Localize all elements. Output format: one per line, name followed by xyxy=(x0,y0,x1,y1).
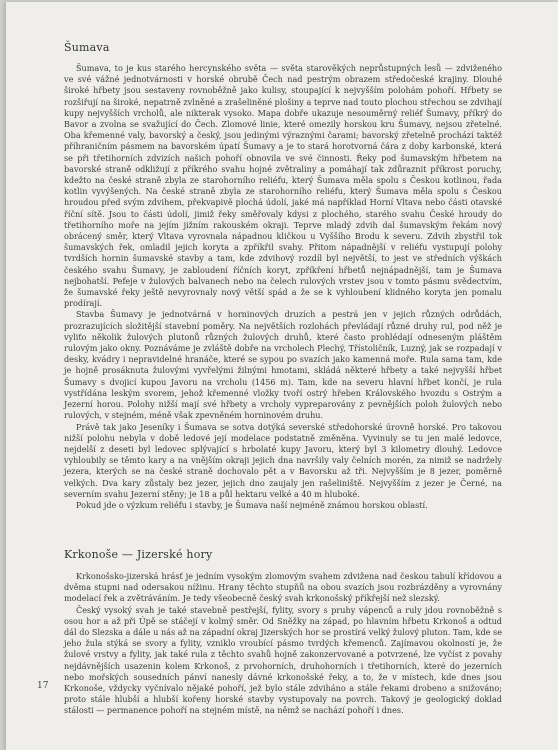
book-page xyxy=(6,2,558,750)
paragraph: Šumava, to je kus starého hercynského světa — světa starověkých neprůstupných lesů — zdviženého ve své vážné jednotvárnosti v horské obrubě Čech nad pestrým obrazem středočeské krajiny. Dlouhé široké hřbety jsou sestaveny rovnoběžně jako kulisy, stoupající k nejvyšším polohám pohoří. Hřbety se rozšiřují na široké, nepatrně zvlněné a zrašeliněné plošiny a teprve nad touto plochou střechou se zdvihají kupy nejvyšších vrcholů, ale nikterak vysoko. Mapa dobře ukazuje nesouměrný reliéf Šumavy, příkrý do Bavor a zvolna se svažující do Čech. Zlomové linie, které omezily horskou kru Šumavy, nejsou zřetelné. Oba křemenné valy, bavorský a český, jsou jedinými výraznými čarami; bavorský zřetelně prochází taktéž příhraničním pásmem na bavorském úpatí Šumavy a je to stará horotvorná čára z doby karbonské, která se při třetihorních zdvizích našich pohoří obnovila ve své činnosti. Řeky pod šumavským hřbetem na bavorské straně odkližují z příkrého svahu hojné zvětraliny a pomáhají tak zdůraznit příkrost poruchy, kdežto na české straně zbyla ze starohorního reliéfu, který Šumava měla spolu s Českou kotlinou, řada kotlin vyvýšených. Na české straně zbyla ze starohorního reliéfu, který Šumava měla spolu s Českou hroudou před svým zdvihem, překvapivě plochá údolí, jaké má například Horní Vltava nebo části otavské říční sítě. Jsou to části údolí, jimiž řeky směřovaly kdysi z plochého, starého svahu České hroudy do třetihorního moře na jejím jižním rakouském okraji. Teprve mladý zdvih dal šumavským řekám nový obrácený směr, který Vltava vyrovnala nápadnou kličkou u Vyššího Brodu k severu. Zdvih zbystřil tok šumavských řek, omladil jejich koryta a zpříkřil svahy. Přitom nápadnější v reliéfu vystupují polohy tvrdších hornin šumavské stavby a tam, kde zdvihový rozdíl byl největší, to jest ve středních výškách českého svahu Šumavy, je zabloudení říčních koryt, zpříkření hřbetů nejnápadnější, tam je Šumava nejbohatší. Pefeje v žulových balvanech nebo na čelech rulových vrstev jsou v tomto pásmu svědectvím, že šumavské řeky ještě nevyrovnaly nový větší spád a že se k vyhloubení klidného koryta jen pomalu prodírají. xyxy=(64,63,502,309)
paragraph: Pokud jde o výzkum reliéfu i stavby, je Šumava naší nejméně známou horskou oblastí. xyxy=(76,499,428,510)
paragraph: Právě tak jako Jeseníky i Šumava se sotva dotýká severské středohorské úrovně horské. Pro takovou nižší polohu nebyla v době ledové její modelace podstatně změněna. Vyvinuly se tu jen malé ledovce, nejdelší z deseti byl ledovec splývající s hrbolaté kupy Javoru, který byl 3 kilometry dlouhý. Ledovce vyhloubily se těmto kary a na vnějším okraji jejich dna navršily valy čelních morén, za nimiž se nadržely jezera, kterých se na české straně dochovalo pět a v Bavorsku až tři. Nejvyšším je 8 jezer, poměrně velkých. Dva kary zůstaly bez jezer, jejich dno zaujaly jen rašeliniště. Nejvyšším z jezer je Černé, na severním svahu Jezerní stěny; je 18 a půl hektaru velké a 40 m hluboké. xyxy=(64,421,502,499)
page-number: 17 xyxy=(37,681,49,691)
section-body-sumava xyxy=(64,63,502,511)
section-heading-sumava: Šumava xyxy=(64,41,110,54)
paragraph: Krkonošsko-jizerská hrásť je jedním vysokým zlomovým svahem zdvižena nad českou tabulí křídovou a dvěma stupni nad odersakou nížinu. Hrany těchto stupňů na obou svazích jsou rozbrázděny a vyrovnány modelací řek a zvětráváním. Je tedy všeobecně český svah krkonošský příkřejší než slezský. xyxy=(64,571,502,604)
section-body-krkonose xyxy=(64,571,502,717)
paragraph: Stavba Šumavy je jednotvárná v horninových druzích a pestrá jen v jejich různých odrůdách, prozrazujících složitější stavební poměry. Na největších rozlohách převládají různé druhy rul, pod něž je vyliťo několik žulových plutonů různých žulových druhů, které často prohlédají odneseným pláštěm rulovým jako okny. Poznáváme je zvláště dobře na vrcholech Plechý, Třístoličník, Luzný, jak se rozpadají v desky, kvádry i nepravidelné hranáče, které se sypou po svazích jako kamenná moře. Rula sama tam, kde je hojně prosáknuta žulovými vyvřelými žilnými hmotami, skládá některé hřbety a také nejvyšší hřbet Šumavy s dvojicí kupou Javoru na vrcholu (1456 m). Tam, kde na severu hlavní hřbet končí, je rula vystřídána leským svorem, jehož křemenné vložky tvoří ostrý hřeben Královského hvozdu s Ostrým a Jezerní horou. Polohy nižší mají své hřbety a vrcholy vypreparovány z pevnějších poloh žulových nebo rulových, v stejném, méně však zpevněném horninovém druhu. xyxy=(64,309,502,421)
section-heading-krkonose: Krkonoše — Jizerské hory xyxy=(64,548,213,561)
paragraph: Český vysoký svah je také stavebně pestřejší, fylity, svory s pruhy vápenců a ruly jdou rovnoběžně s osou hor a až při Úpě se stáčejí v kolmý směr. Od Sněžky na západ, po hlavním hřbetu Krkonoš a odtud dál do Slezska a dále u nás až na západní okraj Jizerských hor se prostírá velký žulový pluton. Tam, kde se jeho žula stýká se svory a fylity, vzniklo vroubící pásmo tvrdých křemenců. Zajímavou okolností je, že žulové vrstvy a fylity, jak také rula z těchto svahů hojně zakonzervované a potvrzené, lze vyčíst z povahy nejdávnějších usazenin kolem Krkonoš, z prvohorních, druhohorních i třetihorních, které do jezerních nebo mořských sousedních pánví nanesly dávné krkonošské řeky, a to, že v místech, kde dnes jsou Krkonoše, vždycky vyčnívalo nějaké pohoří, jež bylo stále zdviháno a stále řekami drobeno a snižováno; proto stále hlubší a hlubší kořeny horské stavby vystupovaly na povrch. Takový je geologický doklad stálosti — permanence pohoří na stejném místě, na němž se nachází pohoří i dnes. xyxy=(64,604,502,716)
